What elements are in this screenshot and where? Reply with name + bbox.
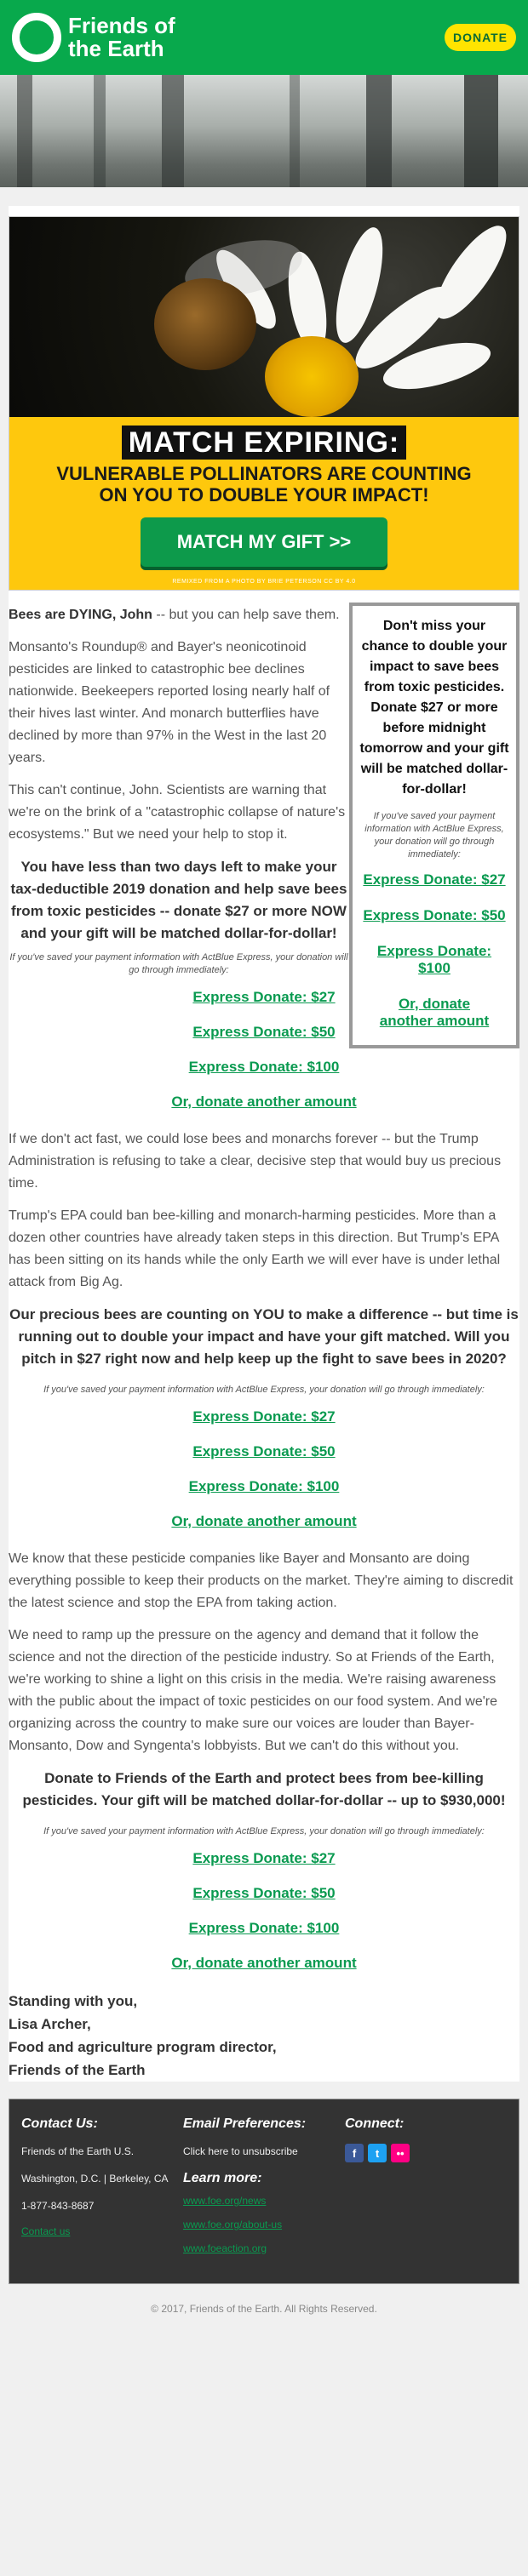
letter-content [9, 591, 519, 2082]
donate-100-link[interactable]: Express Donate: $100 [188, 1059, 340, 1075]
hero-banner[interactable] [9, 216, 519, 591]
site-header [0, 0, 528, 75]
twitter-icon[interactable]: t [368, 2144, 387, 2162]
actblue-note: If you've saved your payment information with ActBlue Express, your donation will go through immediately: [43, 1385, 485, 1395]
address: Washington, D.C. | Berkeley, CA [21, 2173, 169, 2185]
contact-heading: Contact Us: [21, 2116, 98, 2131]
callout-donate-27-link[interactable]: Express Donate: $27 [363, 871, 506, 888]
phone: 1-877-843-8687 [21, 2200, 95, 2212]
about-us-link[interactable]: www.foe.org/about-us [183, 2219, 283, 2230]
paragraph-intro: Bees are DYING, John -- but you can help save them. [9, 608, 340, 622]
flickr-icon[interactable]: •• [391, 2144, 410, 2162]
donate-100-link[interactable]: Express Donate: $100 [188, 1920, 340, 1936]
match-expiring-title: MATCH EXPIRING: [122, 426, 406, 460]
match-subtitle-line-2: ON YOU TO DOUBLE YOUR IMPACT! [99, 484, 429, 505]
signature: Standing with you, Lisa Archer, Food and agriculture program director, Friends of the Earth [9, 1993, 277, 2078]
logo-ring-icon [12, 13, 61, 62]
match-callout-box [349, 603, 519, 1048]
match-subtitle-line-1: VULNERABLE POLLINATORS ARE COUNTING [56, 463, 472, 484]
actblue-note: If you've saved your payment information with ActBlue Express, your donation will go through immediately: [9, 952, 348, 975]
news-link[interactable]: www.foe.org/news [183, 2195, 267, 2207]
donate-50-link[interactable]: Express Donate: $50 [192, 1024, 336, 1040]
logo[interactable] [12, 13, 175, 62]
paragraph-scientists: This can't continue, John. Scientists are warning that we're on the brink of a "catastrophic collapse of nature's ecosystems." But we need your help to stop it. [9, 783, 346, 842]
paragraph-trump-admin: If we don't act fast, we could lose bees and monarchs forever -- but the Trump Administration is refusing to take a clear, decisive step that would buy us precious time. [9, 1132, 502, 1191]
foe-action-link[interactable]: www.foeaction.org [183, 2242, 267, 2254]
footer-contact [21, 2116, 183, 2266]
paragraph-pesticides: Monsanto's Roundup® and Bayer's neonicotinoid pesticides are linked to catastrophic bee declines nationwide. Beekeepers reported losing nearly half of their hives last winter. And monarch butterflies have declined by more than 97% in the West in the last 20 years. [9, 640, 330, 765]
donate-27-link[interactable]: Express Donate: $27 [192, 1408, 336, 1425]
forest-banner-image [0, 75, 528, 187]
actblue-note: If you've saved your payment information with ActBlue Express, your donation will go through immediately: [43, 1826, 485, 1836]
header-donate-button[interactable]: DONATE [445, 24, 516, 51]
donate-50-link[interactable]: Express Donate: $50 [192, 1885, 336, 1901]
connect-heading: Connect: [345, 2116, 405, 2131]
donate-links-3 [9, 1825, 519, 1972]
appeal-protect-bees: Donate to Friends of the Earth and protect bees from bee-killing pesticides. Your gift will be matched dollar-for-dollar -- up to $930,000! [22, 1770, 506, 1808]
contact-us-link[interactable]: Contact us [21, 2225, 71, 2237]
donate-links-2 [9, 1384, 519, 1530]
org-name: Friends of the Earth U.S. [21, 2145, 135, 2157]
match-my-gift-button[interactable]: MATCH MY GIFT >> [141, 517, 387, 567]
donate-100-link[interactable]: Express Donate: $100 [188, 1478, 340, 1494]
donate-other-link[interactable]: Or, donate another amount [171, 1094, 357, 1110]
donate-27-link[interactable]: Express Donate: $27 [192, 989, 336, 1005]
callout-donate-100-link[interactable]: Express Donate: $100 [376, 943, 492, 976]
email-footer [9, 2099, 519, 2284]
photo-credit: REMIXED FROM A PHOTO BY BRIE PETERSON CC BY 4.0 [172, 579, 356, 585]
bee-on-flower-image [9, 217, 519, 417]
callout-heading: Don't miss your chance to double your impact to save bees from toxic pesticides. Donate $27 or more before midnight tomorrow and your gift will be matched dollar-for-dollar! [359, 619, 509, 797]
donate-27-link[interactable]: Express Donate: $27 [192, 1850, 336, 1866]
social-links [345, 2144, 507, 2162]
paragraph-ramp-up: We need to ramp up the pressure on the agency and demand that it follow the science and not the direction of the pesticide industry. So at Friends of the Earth, we're working to shine a light on this crisis in the media. We're raising awareness with the public about the impact of toxic pesticides on our food system. And we're organizing across the country to make sure our voices are louder than Bayer-Monsanto, Dow and Syngenta's lobbyists. But we can't do this without you. [9, 1628, 498, 1753]
appeal-pitch-in: Our precious bees are counting on YOU to make a difference -- but time is running out to double your impact and have your gift matched. Will you pitch in $27 right now and help keep up the fight to save bees in 2020? [9, 1306, 519, 1367]
facebook-icon[interactable]: f [345, 2144, 364, 2162]
logo-line-1: Friends of [68, 13, 175, 38]
learn-more-heading: Learn more: [183, 2171, 262, 2185]
logo-line-2: the Earth [68, 36, 164, 61]
donate-other-link[interactable]: Or, donate another amount [171, 1955, 357, 1971]
callout-actblue-note: If you've saved your payment information with ActBlue Express, your donation will go through immediately: [364, 811, 504, 860]
appeal-donate-2019: You have less than two days left to make your tax-deductible 2019 donation and help save bees from toxic pesticides -- donate $27 or more NOW and your gift will be matched dollar-for-dollar! [10, 859, 347, 941]
preferences-heading: Email Preferences: [183, 2116, 307, 2131]
donate-other-link[interactable]: Or, donate another amount [171, 1513, 357, 1529]
paragraph-epa: Trump's EPA could ban bee-killing and monarch-harming pesticides. More than a dozen other countries have already taken steps in this direction. But Trump's EPA has been sitting on its hands while the only Earth we will ever have is under lethal attack from Big Ag. [9, 1208, 501, 1289]
callout-donate-other-link[interactable]: Or, donate another amount [379, 996, 490, 1029]
email-body [9, 206, 519, 2082]
copyright: © 2017, Friends of the Earth. All Rights Reserved. [151, 2303, 377, 2315]
unsubscribe-link[interactable]: Click here to unsubscribe [183, 2145, 298, 2157]
footer-connect [345, 2116, 507, 2266]
paragraph-companies: We know that these pesticide companies like Bayer and Monsanto are doing everything possible to keep their products on the market. They're aiming to discredit the latest science and stop the EPA from taking action. [9, 1551, 514, 1610]
callout-donate-50-link[interactable]: Express Donate: $50 [363, 907, 506, 923]
donate-50-link[interactable]: Express Donate: $50 [192, 1443, 336, 1459]
footer-preferences [183, 2116, 345, 2266]
